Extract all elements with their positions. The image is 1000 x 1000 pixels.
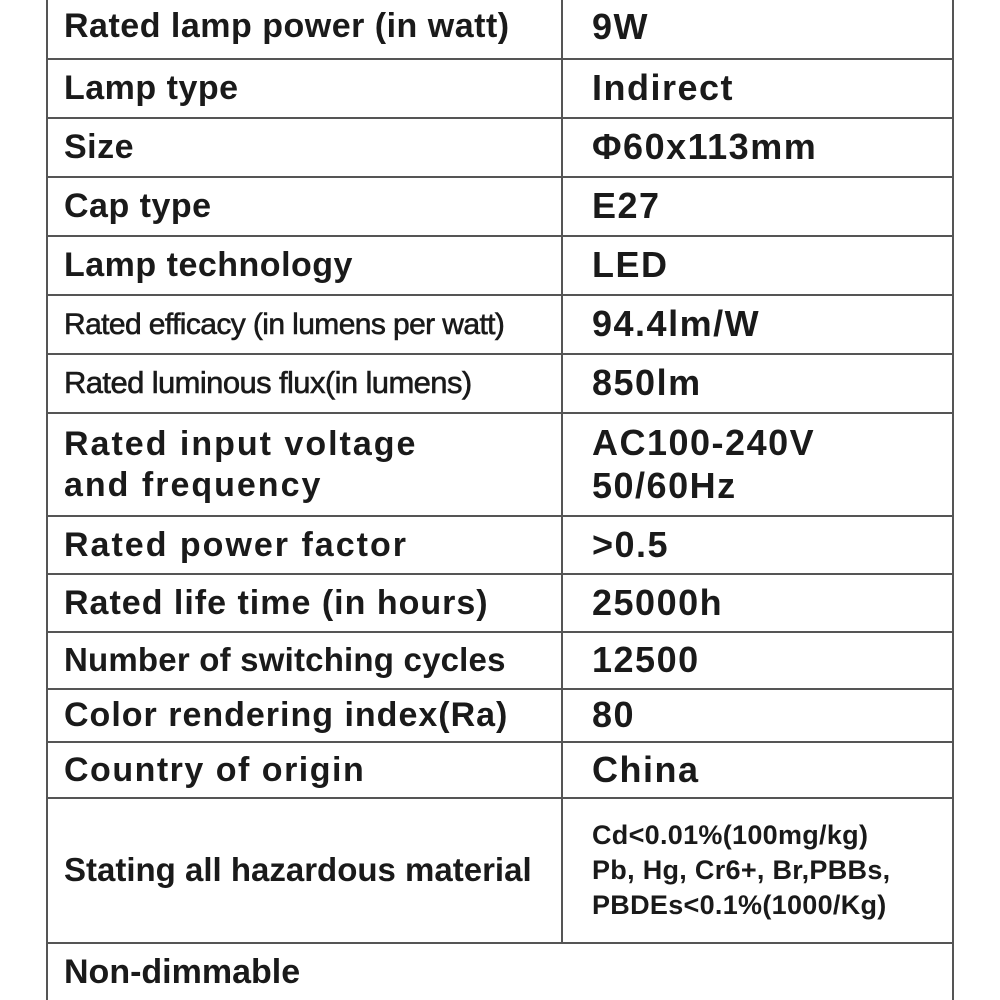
table-row-size xyxy=(46,119,954,178)
row-value: >0.5 xyxy=(592,523,670,565)
table-row-rated-efficacy xyxy=(46,296,954,355)
spec-table xyxy=(46,0,954,1000)
row-label: Rated lamp power (in watt) xyxy=(46,0,563,58)
table-row-color-rendering-index xyxy=(46,690,954,743)
row-label: Rated efficacy (in lumens per watt) xyxy=(46,296,563,353)
table-row-lamp-technology xyxy=(46,237,954,296)
table-row-hazardous-material xyxy=(46,799,954,944)
row-value: Cd<0.01%(100mg/kg) Pb, Hg, Cr6+, Br,PBBs, PBDEs<0.1%(1000/Kg) xyxy=(592,819,891,921)
row-value: Indirect xyxy=(592,67,735,109)
table-row-lamp-type xyxy=(46,60,954,119)
row-label: Stating all hazardous material xyxy=(46,799,563,942)
row-label: Country of origin xyxy=(46,743,563,797)
table-row-rated-luminous-flux xyxy=(46,355,954,414)
row-value: AC100-240V 50/60Hz xyxy=(592,422,816,506)
table-row-rated-input-voltage xyxy=(46,414,954,517)
row-label: Number of switching cycles xyxy=(46,633,563,688)
row-value: 9W xyxy=(592,6,649,47)
row-label: Rated life time (in hours) xyxy=(46,575,563,631)
table-row-country-of-origin xyxy=(46,743,954,799)
table-row-rated-lamp-power xyxy=(46,0,954,60)
row-value: E27 xyxy=(592,185,661,227)
row-value: Φ60x113mm xyxy=(592,126,818,168)
row-label: Rated luminous flux(in lumens) xyxy=(46,355,563,412)
row-label: Rated power factor xyxy=(46,517,563,573)
table-row-switching-cycles xyxy=(46,633,954,690)
row-value: 12500 xyxy=(592,639,700,681)
row-value: 850lm xyxy=(592,362,702,404)
row-value: LED xyxy=(592,244,669,286)
table-row-rated-life-time xyxy=(46,575,954,633)
row-value: China xyxy=(592,748,700,790)
row-value: 25000h xyxy=(592,581,724,623)
non-dimmable-note: Non-dimmable xyxy=(64,953,301,991)
table-row-cap-type xyxy=(46,178,954,237)
table-row-rated-power-factor xyxy=(46,517,954,575)
table-footer-row xyxy=(46,944,954,1000)
row-label: Size xyxy=(46,119,563,176)
row-label: Cap type xyxy=(46,178,563,235)
row-label: Lamp technology xyxy=(46,237,563,294)
row-label: Lamp type xyxy=(46,60,563,117)
row-label: Rated input voltage and frequency xyxy=(46,414,563,515)
row-value: 80 xyxy=(592,694,636,736)
row-value: 94.4lm/W xyxy=(592,303,761,345)
row-label: Color rendering index(Ra) xyxy=(46,690,563,741)
